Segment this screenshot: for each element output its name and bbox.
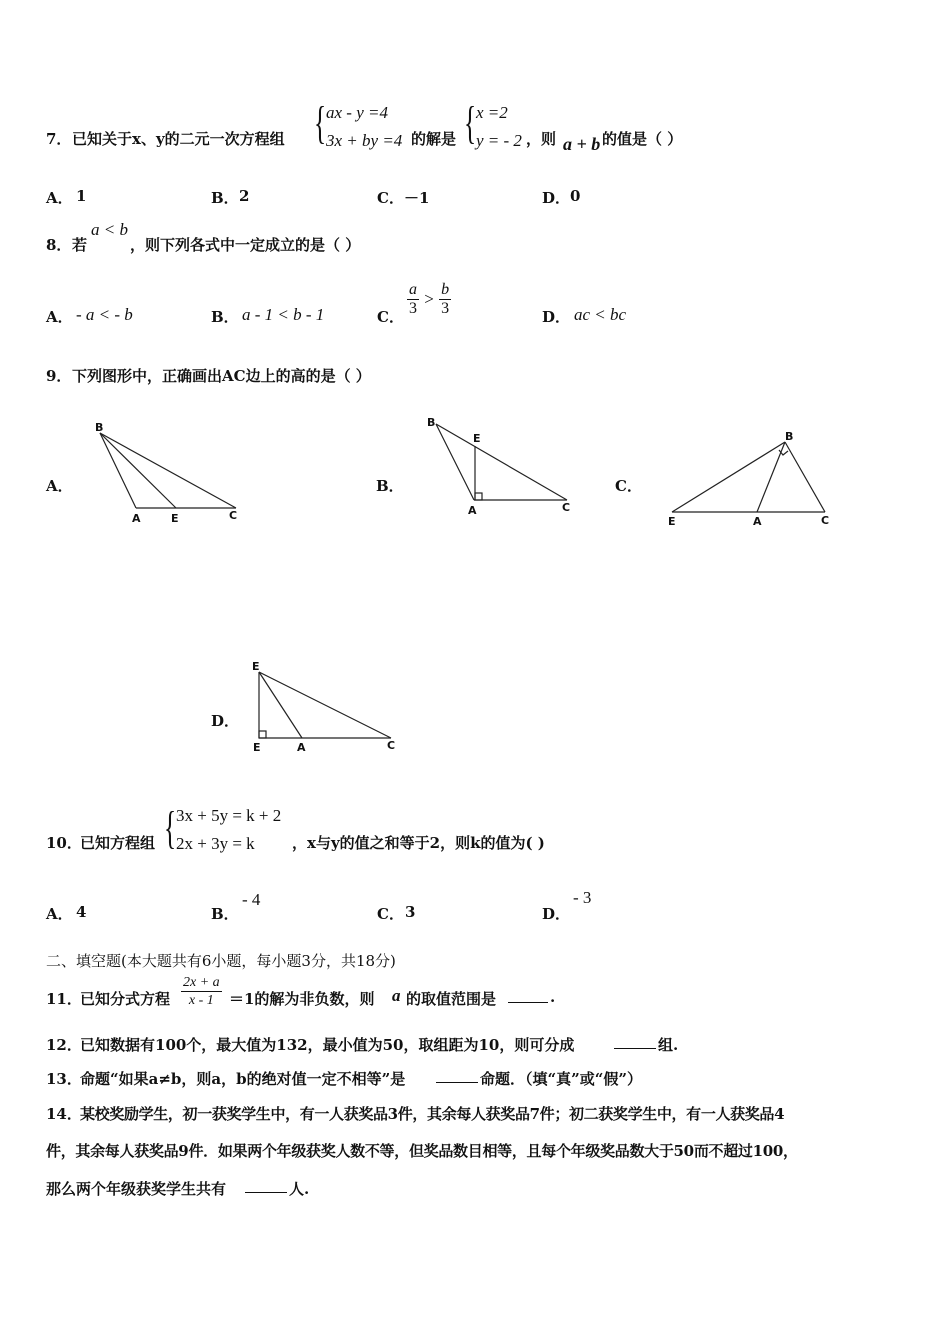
q9d-point-e-bottom: E xyxy=(253,741,261,754)
q9d-segment-top-c xyxy=(259,672,391,738)
q10-option-d-label: D． xyxy=(542,905,571,923)
q9-figure-c xyxy=(660,425,840,535)
q7-sys2-eq1: x =2 xyxy=(476,103,508,122)
section-2-title: 二、填空题(本大题共有6小题，每小题3分，共18分) xyxy=(46,952,396,970)
q7-stem-d: 的值是（ ） xyxy=(602,130,683,148)
q9-option-b-label: B． xyxy=(376,477,404,495)
q14-answer-blank[interactable] xyxy=(245,1178,287,1193)
q9a-segment-bc xyxy=(100,433,236,508)
q9d-right-angle-mark xyxy=(259,731,266,738)
q7-option-c-value: －1 xyxy=(404,189,430,207)
q9d-point-c: C xyxy=(387,739,396,752)
q11-answer-blank[interactable] xyxy=(508,988,548,1003)
q14-end: 人. xyxy=(289,1180,310,1198)
q7-expr: a + b xyxy=(563,134,601,154)
q11-stem-c: 的取值范围是 xyxy=(406,990,497,1008)
q7-sys1-eq1: ax - y =4 xyxy=(326,103,388,122)
q7-option-d-value: 0 xyxy=(570,187,581,205)
q13-answer-blank[interactable] xyxy=(436,1068,478,1083)
q9-figure-b xyxy=(422,410,582,520)
q9a-point-e: E xyxy=(171,512,179,525)
q12-number: 12． xyxy=(46,1036,82,1054)
q9c-segment-cb xyxy=(785,442,825,512)
q9a-point-c: C xyxy=(229,509,238,522)
q8-option-d-label: D． xyxy=(542,308,571,326)
q10-brace: { xyxy=(164,802,177,853)
q8-stem-a: 若 xyxy=(72,236,88,254)
q9c-point-e: E xyxy=(668,515,676,528)
q9c-point-b: B xyxy=(785,430,794,443)
q12-answer-blank[interactable] xyxy=(614,1034,656,1049)
q8-option-d-value: ac < bc xyxy=(574,305,627,324)
q12-end: 组. xyxy=(658,1036,679,1054)
q12-stem: 已知数据有100个，最大值为132，最小值为50，取组距为10，则可分成 xyxy=(80,1036,575,1054)
q11-number: 11． xyxy=(46,990,82,1008)
q13-number: 13． xyxy=(46,1070,82,1088)
q10-option-d-value: - 3 xyxy=(573,888,592,907)
q10-number: 10． xyxy=(46,834,82,852)
q7-option-a-label: A． xyxy=(46,189,73,207)
q8-option-b-label: B． xyxy=(211,308,239,326)
q9d-segment-ea xyxy=(259,672,302,738)
q10-sys-eq1: 3x + 5y = k + 2 xyxy=(176,806,282,825)
q9-option-d-label: D． xyxy=(211,712,240,730)
q14-line-3: 那么两个年级获奖学生共有 xyxy=(46,1180,227,1198)
q7-brace-2: { xyxy=(464,97,477,148)
q7-option-a-value: 1 xyxy=(76,187,87,205)
q8-option-b-value: a - 1 < b - 1 xyxy=(242,305,325,324)
q10-option-b-value: - 4 xyxy=(242,890,261,909)
q9-stem: 下列图形中，正确画出AC边上的高的是（ ） xyxy=(72,367,371,385)
q7-sys1-eq2: 3x + by =4 xyxy=(326,131,403,150)
q11-stem-a: 已知分式方程 xyxy=(80,990,171,1008)
q9-figure-a xyxy=(88,415,248,530)
q14-number: 14． xyxy=(46,1105,82,1123)
q9a-segment-be xyxy=(100,433,176,508)
q9b-point-e: E xyxy=(473,432,481,445)
q10-option-a-label: A． xyxy=(46,905,73,923)
q13-stem: 命题“如果a≠b，则a，b的绝对值一定不相等”是 xyxy=(80,1070,406,1088)
q11-end: . xyxy=(550,988,556,1006)
q9b-right-angle-mark xyxy=(475,493,482,500)
q9a-point-b: B xyxy=(95,421,104,434)
q11-fraction xyxy=(181,974,222,1009)
q8-stem-b: ，则下列各式中一定成立的是（ ） xyxy=(130,236,361,254)
q7-option-d-label: D． xyxy=(542,189,571,207)
q10-stem-b: ，x与y的值之和等于2，则k的值为( ) xyxy=(292,834,545,852)
q11-stem-b: ＝1的解为非负数，则 xyxy=(229,990,375,1008)
q9c-point-a: A xyxy=(753,515,762,528)
q13-end: 命题．（填“真”或“假”） xyxy=(480,1070,643,1088)
q11-variable: a xyxy=(392,986,401,1005)
q7-option-b-label: B． xyxy=(211,189,239,207)
q14-line-1: 某校奖励学生，初一获奖学生中，有一人获奖品3件，其余每人获奖品7件；初二获奖学生中，有一人获奖品4 xyxy=(80,1105,785,1123)
q9a-segment-ba xyxy=(100,433,136,508)
q7-option-c-label: C． xyxy=(377,189,404,207)
q9-option-a-label: A． xyxy=(46,477,73,495)
q8-option-c-expr xyxy=(407,281,451,318)
q9-number: 9． xyxy=(46,367,72,385)
q9d-point-e-top: E xyxy=(252,660,260,673)
q10-option-a-value: 4 xyxy=(76,903,87,921)
q10-sys-eq2: 2x + 3y = k xyxy=(176,834,255,853)
q7-brace-1: { xyxy=(314,97,327,148)
q7-stem-c: ，则 xyxy=(526,130,557,148)
q7-number: 7． xyxy=(46,130,72,148)
q8-number: 8． xyxy=(46,236,72,254)
q10-option-b-label: B． xyxy=(211,905,239,923)
q14-line-2: 件，其余每人获奖品9件．如果两个年级获奖人数不等，但奖品数目相等，且每个年级奖品数大于50而不超过100， xyxy=(46,1142,798,1160)
q10-option-c-label: C． xyxy=(377,905,404,923)
q9c-point-c: C xyxy=(821,514,830,527)
q8-option-c-op: > xyxy=(424,289,434,309)
q8-condition: a < b xyxy=(91,220,128,239)
q9d-point-a: A xyxy=(297,741,306,754)
q8-option-a-label: A． xyxy=(46,308,73,326)
q7-sys2-eq2: y = - 2 xyxy=(476,131,522,150)
q9c-segment-eb xyxy=(672,442,785,512)
q10-option-c-value: 3 xyxy=(405,903,416,921)
q9-option-c-label: C． xyxy=(615,477,642,495)
q11-fraction-denominator: x - 1 xyxy=(188,993,214,1008)
q11-fraction-numerator: 2x + a xyxy=(183,975,220,990)
q7-option-b-value: 2 xyxy=(239,187,250,205)
q9b-point-c: C xyxy=(562,501,571,514)
q9b-point-a: A xyxy=(468,504,477,517)
q10-stem-a: 已知方程组 xyxy=(80,834,156,852)
q9a-point-a: A xyxy=(132,512,141,525)
q8-option-c-frac-a: $\frac{a}{3}$ xyxy=(409,281,417,317)
q9-figure-d xyxy=(245,655,410,760)
q8-option-a-value: - a < - b xyxy=(76,305,133,324)
q7-stem-a: 已知关于x、y的二元一次方程组 xyxy=(72,130,285,148)
q9b-point-b: B xyxy=(427,416,436,429)
q8-option-c-frac-b: $\frac{b}{3}$ xyxy=(441,281,450,317)
q8-option-c-label: C． xyxy=(377,308,404,326)
q7-stem-b: 的解是 xyxy=(411,130,457,148)
